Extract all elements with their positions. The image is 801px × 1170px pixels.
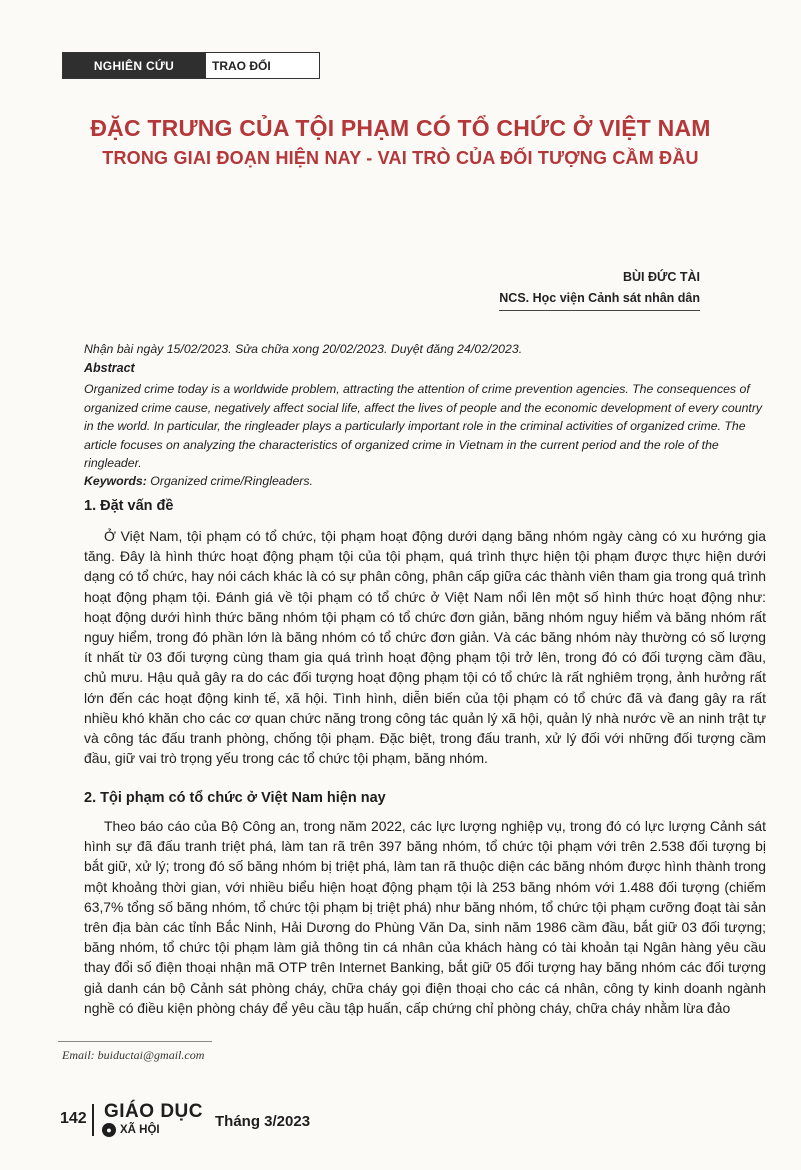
abstract-text: Organized crime today is a worldwide problem, attracting the attention of crime prevention agencies. The consequences of organized crime cause, negatively affect social life, affect the lives of people and the economic development of every country in the world. In particular, the ringleader plays a particularly important role in the criminal activities of organized crime. The article focuses on analyzing the characteristics of organized crime in Vietnam in the current period and the role of the ringleader. [84,382,763,471]
section1-paragraph: Ở Việt Nam, tội phạm có tổ chức, tội phạm hoạt động dưới dạng băng nhóm ngày càng có xu hướng gia tăng. Đây là hình thức hoạt động phạm tội của tội phạm, quá trình thực hiện tội phạm được thực hiện dưới dạng có tổ chức, hay nói cách khác là có sự phân công, phân cấp giữa các thành viên tham gia trong quá trình hoạt động phạm tội. Đánh giá về tội phạm có tổ chức ở Việt Nam nổi lên một số hình thức hoạt động như: hoạt động dưới hình thức băng nhóm tội phạm có tổ chức đơn giản, băng nhóm nguy hiểm và băng nhóm rất nguy hiểm, trong đó phần lớn là băng nhóm có tổ chức đơn giản. Và các băng nhóm này thường có số lượng ít nhất từ 03 đối tượng cùng tham gia quá trình hoạt động phạm tội trở lên, trong đó có đối tượng cầm đầu, chủ mưu. Hậu quả gây ra do các đối tượng hoạt động phạm tội có tổ chức là rất nghiêm trọng, ảnh hưởng rất lớn đến các hoạt động kinh tế, xã hội. Tình hình, diễn biến của tội phạm có tổ chức đã và đang gây ra rất nhiều khó khăn cho các cơ quan chức năng trong công tác quản lý xã hội, quản lý nhà nước về an ninh trật tự và công tác đấu tranh phòng, chống tội phạm. Đặc biệt, trong đấu tranh, xử lý đối với những đối tượng cầm đầu, giữ vai trò trọng yếu trong các tổ chức tội phạm, băng nhóm. [84,528,766,767]
submission-dates: Nhận bài ngày 15/02/2023. Sửa chữa xong 20/02/2023. Duyệt đăng 24/02/2023. [84,342,523,356]
footer-divider [92,1104,94,1136]
author-email: Email: buiductai@gmail.com [62,1048,205,1062]
journal-logo-line2: XÃ HỘI [120,1124,160,1136]
author-affiliation: NCS. Học viện Cảnh sát nhân dân [499,291,700,305]
author-name: BÙI ĐỨC TÀI [622,270,700,284]
keywords-value: Organized crime/Ringleaders. [146,474,313,488]
journal-logo-line1: GIÁO DỤC [104,1101,203,1122]
section-tag-research: NGHIÊN CỨU [63,53,205,78]
abstract-heading: Abstract [84,361,135,375]
section1-heading: 1. Đặt vấn đề [84,498,174,514]
keywords-label: Keywords: [84,474,147,488]
article-title-line2: TRONG GIAI ĐOẠN HIỆN NAY - VAI TRÒ CỦA ĐỐI TƯỢNG CẦM ĐẦU [102,148,699,168]
issue-date: Tháng 3/2023 [215,1113,311,1130]
globe-icon: ● [102,1123,116,1137]
article-title-line1: ĐẶC TRƯNG CỦA TỘI PHẠM CÓ TỔ CHỨC Ở VIỆT NAM [90,115,711,141]
section-tag [62,52,320,79]
section2-paragraph: Theo báo cáo của Bộ Công an, trong năm 2022, các lực lượng nghiệp vụ, trong đó có lực lượng Cảnh sát hình sự đã đấu tranh triệt phá, làm tan rã trên 397 băng nhóm, tổ chức tội phạm với trên 2.538 đối tượng bị bắt giữ, xử lý; trong đó số băng nhóm bị triệt phá, làm tan rã thuộc diện các băng nhóm được hình thành trong một khoảng thời gian, với nhiều biểu hiện hoạt động phạm tội là 253 băng nhóm với 1.488 đối tượng (chiếm 63,7% tổng số băng nhóm, tổ chức tội phạm bị triệt phá) như băng nhóm, tổ chức tội phạm cưỡng đoạt tài sản trên địa bàn các tỉnh Bắc Ninh, Hải Dương do Phùng Văn Da, sinh năm 1986 cầm đầu, bắt giữ 03 đối tượng; băng nhóm, tổ chức tội phạm làm giả thông tin cá nhân của khách hàng có tài khoản tại Ngân hàng yêu cầu thay đổi số điện thoại nhận mã OTP trên Internet Banking, bắt giữ 05 đối tượng hay băng nhóm các đối tượng giả danh cán bộ Cảnh sát phòng cháy, chữa cháy gọi điện thoại cho các cá nhân, công ty kinh doanh ngành nghề có điều kiện phòng cháy để yêu cầu tập huấn, cấp chứng chỉ phòng cháy, chữa cháy nhằm lừa đảo [84,818,766,1016]
keywords [84,472,313,491]
page-number: 142 [60,1110,87,1127]
author-underline [499,310,700,311]
section2-heading: 2. Tội phạm có tổ chức ở Việt Nam hiện nay [84,790,386,806]
section-tag-discussion: TRAO ĐỔI [205,53,319,78]
footnote-rule [58,1041,212,1042]
